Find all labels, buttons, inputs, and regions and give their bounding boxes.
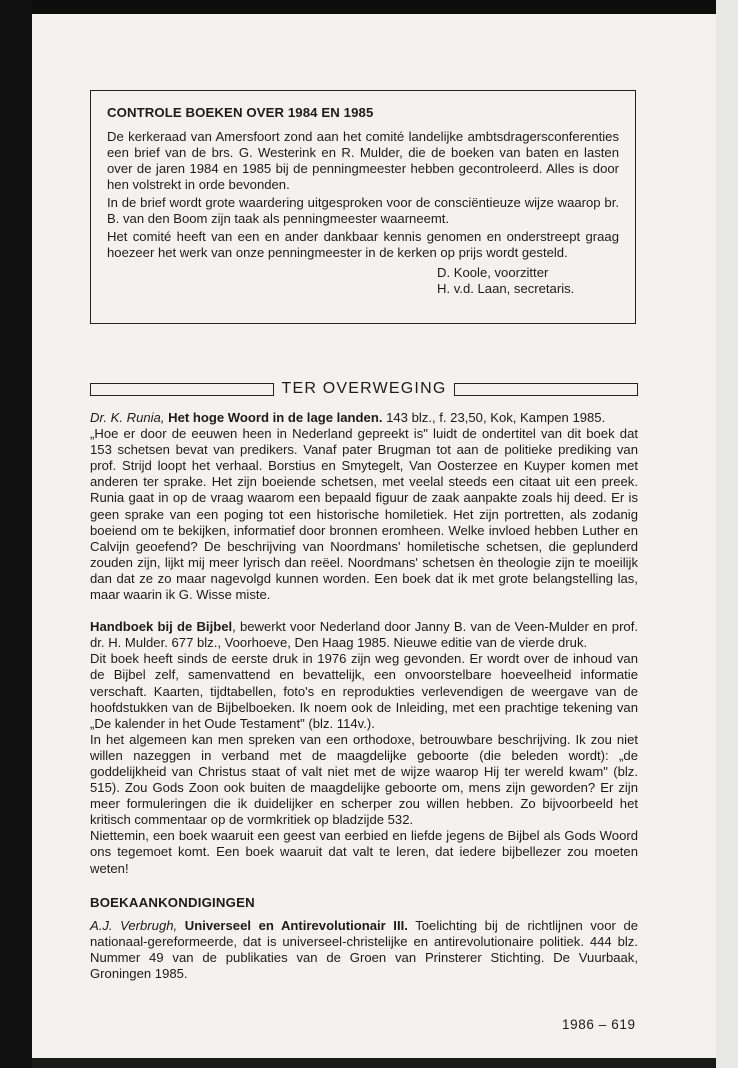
review-2-book: Handboek bij de Bijbel (90, 619, 233, 635)
controle-title: CONTROLE BOEKEN OVER 1984 EN 1985 (107, 105, 374, 120)
heading-rule-right (454, 383, 638, 396)
document-page (32, 14, 716, 1058)
heading-rule-left (90, 383, 274, 396)
review-1-details: 143 blz., f. 23,50, Kok, Kampen 1985. (382, 410, 606, 425)
review-1-text: „Hoe er door de eeuwen heen in Nederland gepreekt is" luidt de ondertitel van dit boek dat 153 schetsen bevat van predikers. Vanaf pater Brugman tot aan de politieke prediking van prof. Strijd loopt het verhaal. Borstius en Smytegelt, Van Oosterzee en Kuyper komen met anderen ter sprake. Het zijn boeiende schetsen, met veelal steeds een citaat uit een preek. Runia gaat in op de vraag waarom een bepaald figuur de zaak aanpakte zoals hij deed. Er is geen sprake van een poging tot een historische homiletiek. Het zijn portretten, als zodanig boeiend om te bekijken, informatief door bronnen eromheen. Welke invloed hebben Luther en Calvijn geoefend? De beschrijving van Noordmans' homiletische schetsen, die geplunderd zouden zijn, lijkt mij meer lyrisch dan reëel. Noordmans' schetsen èn theologie zijn te moeilijk dan dat ze zo maar nagevolgd kunnen worden. Een boek dat ik met grote belangstelling las, maar waarin ik G. Wisse miste. (90, 426, 638, 603)
review-2-paragraph-2: In het algemeen kan men spreken van een orthodoxe, betrouwbare beschrijving. Ik zou niet willen nazeggen in verband met de maagdelijke geboorte (die beleden wordt): „de goddelijkheid van Christus staat of valt niet met de wijze waarop Hij ter wereld kwam" (blz. 515). Zou Gods Zoon ook buiten de maagdelijke geboorte om, mens zijn geworden? Er zijn meer formuleringen die ik duidelijker en scherper zou willen hebben. Zo bijvoorbeeld het kritisch commentaar op de vormkritiek op bladzijde 532. (90, 731, 638, 828)
controle-paragraph-3: Het comité heeft van een en ander dankbaar kennis genomen en onderstreept graag hoezeer het werk van onze penningmeester in de kerken op prijs wordt gesteld. (107, 229, 619, 260)
controle-paragraph-1: De kerkeraad van Amersfoort zond aan het comité landelijke ambtsdragersconferenties een brief van de brs. G. Westerink en R. Mulder, die de boeken van baten en lasten over de jaren 1984 en 1985 bij de penningmeester hebben gecontroleerd. Alles is door hen volstrekt in orde bevonden. (107, 129, 619, 192)
aankondiging-details: Toelichting bij de richtlijnen voor de nationaal-gereformeerde, dat is universeel-christelijke en antirevolutionaire politiek. 444 blz. Nummer 49 van de publikaties van de Groen van Prinsterer Stichting. De Vuurbaak, Groningen 1985. (90, 917, 639, 981)
aankondiging-book: Universeel en Antirevolutionair III. (184, 917, 408, 933)
boekaankondigingen-title: BOEKAANKONDIGINGEN (90, 894, 255, 910)
controle-boeken-box (90, 90, 636, 324)
scan-left-edge (0, 0, 32, 1068)
signature-secretaris: H. v.d. Laan, secretaris. (437, 281, 575, 296)
review-1-author: Dr. K. Runia, (90, 410, 165, 425)
review-2-paragraph-3: Niettemin, een boek waaruit een geest van eerbied en liefde jegens de Bijbel als Gods Woord ons tegemoet komt. Een boek waaruit dat valt te leren, dat iedere bijbellezer zou moeten weten! (90, 828, 638, 876)
reviews-content (90, 410, 638, 982)
section-title: TER OVERWEGING (281, 380, 447, 397)
review-1-book: Het hoge Woord in de lage landen. (168, 410, 383, 425)
page-number: 1986 – 619 (562, 1017, 636, 1032)
ter-overweging-heading (90, 378, 638, 400)
aankondiging-citation (90, 918, 638, 982)
review-1-citation (90, 410, 638, 426)
scan-right-edge (716, 0, 738, 1068)
review-2-details: , bewerkt voor Nederland door Janny B. van de Veen-Mulder en prof. dr. H. Mulder. 677 blz., Voorhoeve, Den Haag 1985. Nieuwe editie van de vierde druk. (90, 619, 638, 651)
review-2-paragraph-1: Dit boek heeft sinds de eerste druk in 1976 zijn weg gevonden. Er wordt over de inhoud van de Bijbel zelf, samenvattend en bevattelijk, een onvoorstelbare hoeveelheid informatie verschaft. Kaarten, tijdtabellen, foto's en reprodukties verlevendigen de weergave van de hoofdstukken van de Bijbelboeken. Ik noem ook de Inleiding, met een prachtige tekening van „De kalender in het Oude Testament" (blz. 114v.). (90, 651, 638, 731)
signature-voorzitter: D. Koole, voorzitter (437, 265, 549, 280)
controle-paragraph-2: In de brief wordt grote waardering uitgesproken voor de consciëntieuze wijze waarop br. B. van den Boom zijn taak als penningmeester waarneemt. (107, 195, 619, 226)
aankondiging-author: A.J. Verbrugh, (90, 917, 178, 933)
scan-top-edge (0, 0, 738, 14)
review-2-citation (90, 619, 638, 651)
